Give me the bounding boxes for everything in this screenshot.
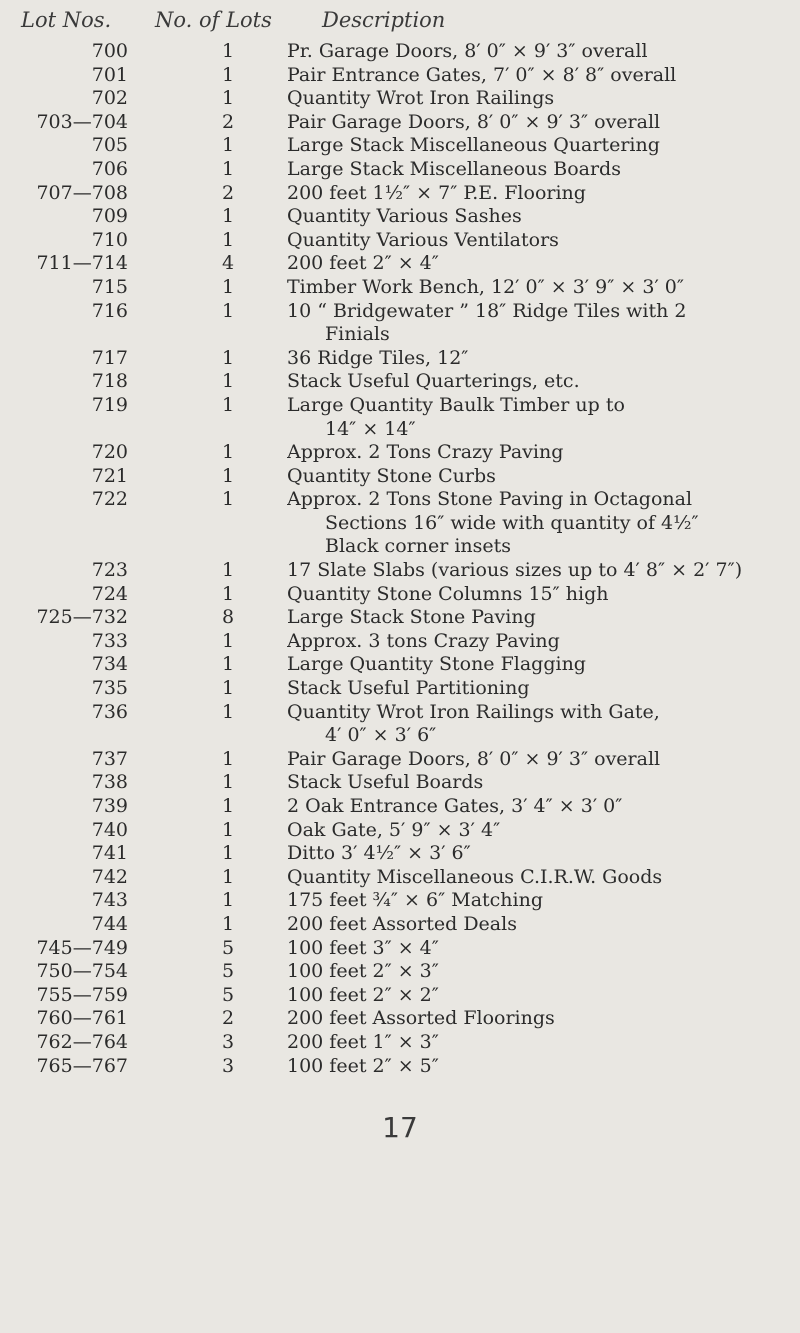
lot-number: 760—761 [36, 1007, 128, 1030]
description-line: 200 feet Assorted Deals [287, 912, 517, 935]
description-line: Black corner insets [325, 535, 512, 558]
lot-description [287, 984, 792, 1008]
lot-description [287, 913, 792, 937]
description-line: 100 feet 2″ × 2″ [287, 983, 439, 1006]
lot-row [0, 182, 800, 206]
lot-row [0, 630, 800, 654]
lot-description [287, 276, 792, 300]
description-line: Pair Garage Doors, 8′ 0″ × 9′ 3″ overall [287, 110, 661, 133]
description-line: Timber Work Bench, 12′ 0″ × 3′ 9″ × 3′ 0″ [287, 275, 684, 298]
lot-list [0, 40, 800, 1078]
lot-description [287, 583, 792, 607]
lot-number: 744 [91, 912, 128, 935]
lot-count: 1 [221, 889, 235, 912]
page-number: 17 [382, 1111, 418, 1144]
description-line: Large Quantity Baulk Timber up to [287, 393, 625, 416]
lot-row [0, 866, 800, 890]
lot-count: 1 [221, 559, 235, 582]
lot-row [0, 701, 800, 748]
lot-row [0, 40, 800, 64]
lot-count: 1 [221, 700, 235, 723]
lot-description [287, 1031, 792, 1055]
description-line: Pair Garage Doors, 8′ 0″ × 9′ 3″ overall [287, 747, 661, 770]
description-line: Stack Useful Boards [287, 771, 484, 794]
lot-number: 705 [91, 134, 128, 157]
lot-count: 2 [221, 181, 235, 204]
lot-number: 702 [91, 87, 128, 110]
lot-count: 1 [221, 87, 235, 110]
lot-count: 1 [221, 771, 235, 794]
lot-number: 721 [91, 464, 128, 487]
lot-count: 1 [221, 747, 235, 770]
lot-number: 725—732 [36, 606, 128, 629]
lot-description [287, 87, 792, 111]
lot-count: 1 [221, 40, 235, 62]
lot-description [287, 960, 792, 984]
lot-description [287, 40, 792, 64]
lot-number: 742 [91, 865, 128, 888]
description-line: 14″ × 14″ [325, 417, 416, 440]
lot-count: 1 [221, 228, 235, 251]
description-line: Quantity Stone Columns 15″ high [287, 582, 609, 605]
lot-row [0, 441, 800, 465]
lot-number: 707—708 [36, 181, 128, 204]
lot-row [0, 1031, 800, 1055]
lot-description [287, 488, 792, 559]
lot-number: 723 [91, 559, 128, 582]
description-line: 17 Slate Slabs (various sizes up to 4′ 8″ × 2′ 7″) [287, 559, 743, 582]
lot-description [287, 819, 792, 843]
lot-description [287, 889, 792, 913]
lot-row [0, 465, 800, 489]
lot-count: 1 [221, 63, 235, 86]
lot-count: 8 [221, 606, 235, 629]
lot-description [287, 1055, 792, 1079]
lot-row [0, 748, 800, 772]
lot-row [0, 771, 800, 795]
lot-row [0, 229, 800, 253]
lot-count: 1 [221, 629, 235, 652]
lot-count: 1 [221, 134, 235, 157]
lot-description [287, 795, 792, 819]
lot-description [287, 1007, 792, 1031]
lot-count: 1 [221, 818, 235, 841]
lot-description [287, 606, 792, 630]
description-line: Large Quantity Stone Flagging [287, 653, 586, 676]
lot-row [0, 677, 800, 701]
lot-count: 1 [221, 299, 235, 322]
lot-row [0, 488, 800, 559]
lot-description [287, 158, 792, 182]
lot-count: 2 [221, 110, 235, 133]
lot-number: 716 [91, 299, 128, 322]
lot-description [287, 394, 792, 441]
description-line: 2 Oak Entrance Gates, 3′ 4″ × 3′ 0″ [287, 795, 623, 818]
lot-row [0, 300, 800, 347]
lot-row [0, 984, 800, 1008]
lot-number: 743 [91, 889, 128, 912]
lot-row [0, 1007, 800, 1031]
lot-number: 738 [91, 771, 128, 794]
lot-description [287, 559, 792, 583]
lot-count: 5 [221, 960, 235, 983]
description-line: Approx. 2 Tons Crazy Paving [287, 441, 564, 464]
description-line: Oak Gate, 5′ 9″ × 3′ 4″ [287, 818, 501, 841]
lot-row [0, 252, 800, 276]
lot-count: 1 [221, 275, 235, 298]
description-line: Large Stack Miscellaneous Boards [287, 157, 621, 180]
description-line: 200 feet 2″ × 4″ [287, 252, 439, 275]
description-line: Quantity Various Ventilators [287, 228, 559, 251]
lot-description [287, 630, 792, 654]
lot-description [287, 937, 792, 961]
description-line: Quantity Stone Curbs [287, 464, 496, 487]
lot-row [0, 842, 800, 866]
lot-row [0, 889, 800, 913]
description-line: 100 feet 2″ × 3″ [287, 960, 439, 983]
lot-description [287, 842, 792, 866]
description-line: 200 feet 1½″ × 7″ P.E. Flooring [287, 181, 586, 204]
lot-description [287, 701, 792, 748]
lot-row [0, 653, 800, 677]
lot-count: 1 [221, 677, 235, 700]
lot-row [0, 1055, 800, 1079]
lot-description [287, 347, 792, 371]
lot-number: 735 [91, 677, 128, 700]
lot-row [0, 134, 800, 158]
lot-number: 734 [91, 653, 128, 676]
lot-description [287, 866, 792, 890]
lot-description [287, 182, 792, 206]
lot-number: 765—767 [36, 1054, 128, 1077]
lot-row [0, 937, 800, 961]
description-line: Quantity Wrot Iron Railings with Gate, [287, 700, 660, 723]
description-line: Quantity Wrot Iron Railings [287, 87, 555, 110]
lot-number: 700 [91, 40, 128, 62]
lot-row [0, 64, 800, 88]
lot-row [0, 111, 800, 135]
description-line: Large Stack Miscellaneous Quartering [287, 134, 660, 157]
lot-number: 703—704 [36, 110, 128, 133]
lot-number: 710 [91, 228, 128, 251]
description-line: 10 “ Bridgewater ” 18″ Ridge Tiles with 2 [287, 299, 687, 322]
lot-description [287, 205, 792, 229]
lot-count: 1 [221, 865, 235, 888]
lot-row [0, 960, 800, 984]
lot-number: 739 [91, 795, 128, 818]
lot-count: 1 [221, 464, 235, 487]
lot-number: 733 [91, 629, 128, 652]
lot-number: 711—714 [36, 252, 128, 275]
lot-count: 3 [221, 1054, 235, 1077]
lot-description [287, 252, 792, 276]
lot-row [0, 87, 800, 111]
lot-description [287, 111, 792, 135]
lot-row [0, 795, 800, 819]
description-line: Pr. Garage Doors, 8′ 0″ × 9′ 3″ overall [287, 40, 648, 62]
description-line: 200 feet 1″ × 3″ [287, 1030, 439, 1053]
lot-description [287, 441, 792, 465]
lot-description [287, 653, 792, 677]
description-line: Pair Entrance Gates, 7′ 0″ × 8′ 8″ overall [287, 63, 677, 86]
lot-row [0, 819, 800, 843]
lot-number: 720 [91, 441, 128, 464]
description-line: Approx. 2 Tons Stone Paving in Octagonal [287, 488, 693, 511]
header-no-of-lots: No. of Lots [155, 8, 272, 32]
lot-row [0, 583, 800, 607]
lot-number: 717 [91, 346, 128, 369]
lot-row [0, 276, 800, 300]
lot-count: 1 [221, 912, 235, 935]
lot-description [287, 64, 792, 88]
column-header-row [0, 8, 800, 36]
description-line: Approx. 3 tons Crazy Paving [287, 629, 560, 652]
lot-row [0, 559, 800, 583]
lot-count: 1 [221, 393, 235, 416]
lot-row [0, 205, 800, 229]
lot-description [287, 134, 792, 158]
lot-row [0, 370, 800, 394]
lot-number: 741 [91, 842, 128, 865]
lot-count: 1 [221, 488, 235, 511]
lot-row [0, 913, 800, 937]
lot-count: 5 [221, 936, 235, 959]
lot-number: 724 [91, 582, 128, 605]
lot-description [287, 677, 792, 701]
lot-number: 740 [91, 818, 128, 841]
lot-count: 1 [221, 842, 235, 865]
lot-number: 719 [91, 393, 128, 416]
lot-count: 1 [221, 441, 235, 464]
lot-description [287, 465, 792, 489]
lot-number: 745—749 [36, 936, 128, 959]
description-line: 200 feet Assorted Floorings [287, 1007, 555, 1030]
lot-row [0, 347, 800, 371]
lot-number: 750—754 [36, 960, 128, 983]
description-line: 175 feet ¾″ × 6″ Matching [287, 889, 544, 912]
description-line: 100 feet 2″ × 5″ [287, 1054, 439, 1077]
lot-count: 1 [221, 346, 235, 369]
lot-count: 1 [221, 205, 235, 228]
lot-description [287, 229, 792, 253]
lot-row [0, 158, 800, 182]
lot-count: 1 [221, 653, 235, 676]
description-line: Large Stack Stone Paving [287, 606, 536, 629]
lot-number: 701 [91, 63, 128, 86]
lot-number: 715 [91, 275, 128, 298]
lot-number: 709 [91, 205, 128, 228]
lot-number: 722 [91, 488, 128, 511]
lot-count: 1 [221, 157, 235, 180]
description-line: Stack Useful Partitioning [287, 677, 530, 700]
lot-description [287, 748, 792, 772]
description-line: Ditto 3′ 4½″ × 3′ 6″ [287, 842, 471, 865]
lot-number: 736 [91, 700, 128, 723]
lot-count: 1 [221, 370, 235, 393]
lot-number: 737 [91, 747, 128, 770]
lot-description [287, 370, 792, 394]
lot-number: 762—764 [36, 1030, 128, 1053]
lot-number: 718 [91, 370, 128, 393]
header-description: Description [322, 8, 446, 32]
description-line: 100 feet 3″ × 4″ [287, 936, 439, 959]
description-line: Stack Useful Quarterings, etc. [287, 370, 580, 393]
description-line: Quantity Various Sashes [287, 205, 522, 228]
description-line: 4′ 0″ × 3′ 6″ [325, 724, 437, 747]
description-line: Quantity Miscellaneous C.I.R.W. Goods [287, 865, 663, 888]
description-line: 36 Ridge Tiles, 12″ [287, 346, 469, 369]
lot-row [0, 606, 800, 630]
lot-count: 1 [221, 795, 235, 818]
lot-count: 5 [221, 983, 235, 1006]
lot-number: 706 [91, 157, 128, 180]
lot-count: 1 [221, 582, 235, 605]
description-line: Finials [325, 323, 390, 346]
lot-number: 755—759 [36, 983, 128, 1006]
header-lot-nos: Lot Nos. [21, 8, 112, 32]
lot-count: 2 [221, 1007, 235, 1030]
lot-count: 4 [221, 252, 235, 275]
lot-description [287, 300, 792, 347]
lot-row [0, 394, 800, 441]
lot-count: 3 [221, 1030, 235, 1053]
description-line: Sections 16″ wide with quantity of 4½″ [325, 511, 699, 534]
lot-description [287, 771, 792, 795]
